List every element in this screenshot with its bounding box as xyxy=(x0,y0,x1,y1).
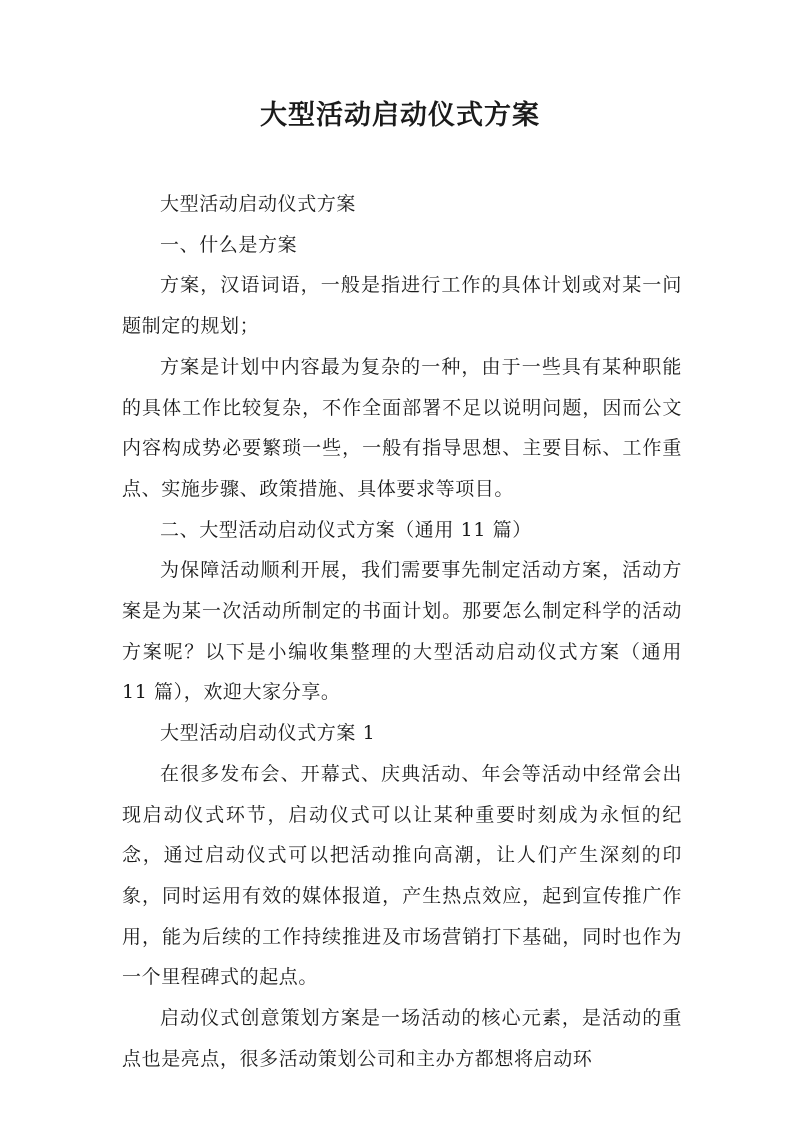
paragraph-intro: 为保障活动顺利开展，我们需要事先制定活动方案，活动方案是为某一次活动所制定的书面计划。那要怎么制定科学的活动方案呢？以下是小编收集整理的大型活动启动仪式方案（通用 11 篇），欢迎大家分享。 xyxy=(122,559,682,704)
document-title: 大型活动启动仪式方案 xyxy=(260,100,540,131)
section-heading-what-is-plan: 一、什么是方案 xyxy=(160,233,298,256)
paragraph-explanation: 方案是计划中内容最为复杂的一种，由于一些具有某种职能的具体工作比较复杂，不作全面部署不足以说明问题，因而公文内容构成势必要繁琐一些，一般有指导思想、主要目标、工作重点、实施步骤、政策措施、具体要求等项目。 xyxy=(122,355,682,500)
paragraph-subtitle: 大型活动启动仪式方案 xyxy=(160,193,357,215)
plan-1-heading: 大型活动启动仪式方案 1 xyxy=(160,722,376,745)
document-body xyxy=(122,184,682,1079)
paragraph-plan-1-body: 在很多发布会、开幕式、庆典活动、年会等活动中经常会出现启动仪式环节，启动仪式可以让某种重要时刻成为永恒的纪念，通过启动仪式可以把活动推向高潮，让人们产生深刻的印象，同时运用有效的媒体报道，产生热点效应，起到宣传推广作用，能为后续的工作持续推进及市场营销打下基础，同时也作为一个里程碑式的起点。 xyxy=(122,762,682,989)
section-heading-plans: 二、大型活动启动仪式方案（通用 11 篇） xyxy=(160,518,532,541)
paragraph-definition: 方案，汉语词语，一般是指进行工作的具体计划或对某一问题制定的规划； xyxy=(122,274,682,338)
paragraph-plan-1-creative: 启动仪式创意策划方案是一场活动的核心元素，是活动的重点也是亮点，很多活动策划公司和主办方都想将启动环 xyxy=(122,1007,682,1070)
